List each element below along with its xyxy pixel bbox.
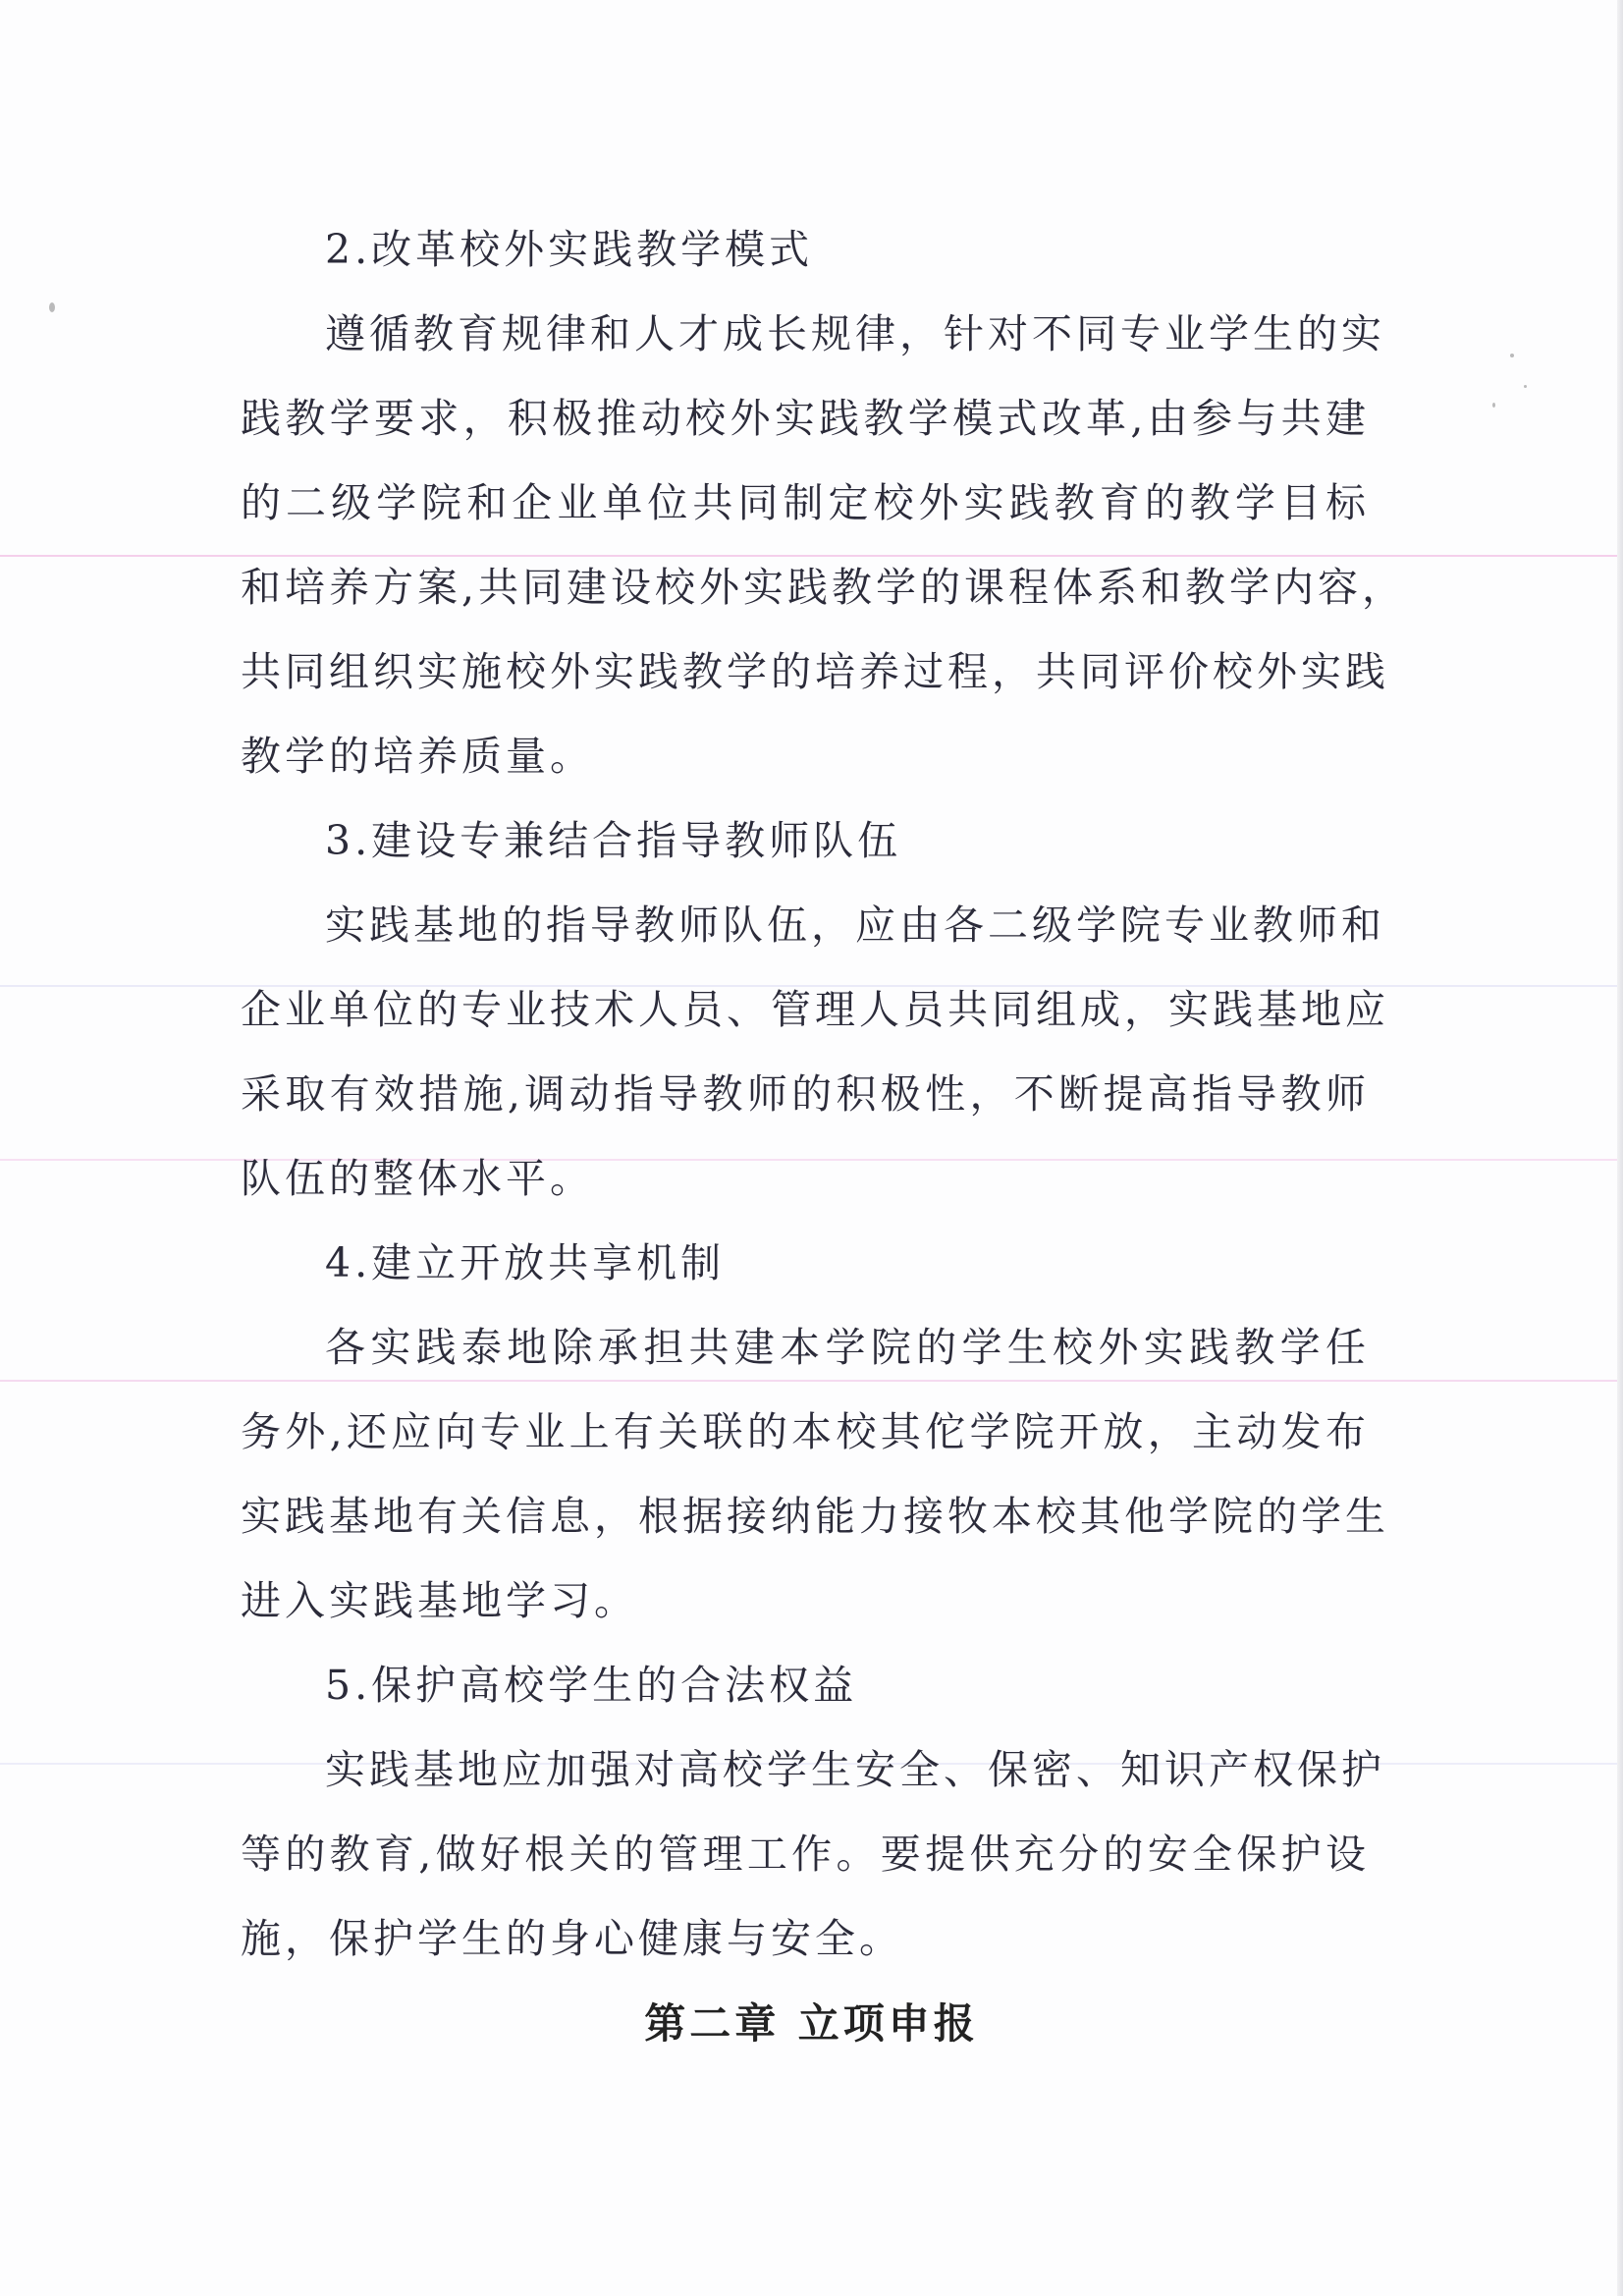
section-heading: 3.建设专兼结合指导教师队伍 [325, 817, 902, 864]
paragraph-line: 和培养方案,共同建设校外实践教学的课程体系和教学内容， [241, 564, 1407, 611]
paragraph-line: 等的教育,做好根关的管理工作。要提供充分的安全保护设 [241, 1831, 1370, 1878]
scan-speck [49, 302, 55, 312]
paragraph-line: 教学的培养质量。 [241, 733, 594, 780]
paragraph-line: 实践基地有关信息，根据接纳能力接牧本校其他学院的学生 [241, 1493, 1389, 1540]
scan-edge [1617, 0, 1623, 2296]
paragraph-line: 践教学要求，积极推动校外实践教学模式改革,由参与共建 [241, 395, 1370, 442]
paragraph-line: 遵循教育规律和人才成长规律，针对不同专业学生的实 [325, 310, 1385, 357]
paragraph-line: 的二级学院和企业单位共同制定校外实践教育的教学目标 [241, 479, 1370, 526]
paragraph-line: 企业单位的专业技术人员、管理人员共同组成，实践基地应 [241, 986, 1389, 1033]
paragraph-line: 队伍的整体水平。 [241, 1155, 594, 1202]
scan-speck [1492, 403, 1495, 408]
chapter-title: 第二章 立项申报 [644, 1999, 979, 2048]
paragraph-line: 各实践泰地除承担共建本学院的学生校外实践教学任 [325, 1324, 1370, 1371]
paragraph-line: 采取有效措施,调动指导教师的积极性，不断提高指导教师 [241, 1070, 1370, 1118]
section-heading: 2.改革校外实践教学模式 [325, 226, 814, 273]
paragraph-line: 共同组织实施校外实践教学的培养过程，共同评价校外实践 [241, 648, 1389, 695]
paragraph-line: 务外,还应向专业上有关联的本校其佗学院开放，主动发布 [241, 1408, 1370, 1455]
paragraph-line: 施，保护学生的身心健康与安全。 [241, 1915, 903, 1962]
scan-speck [1524, 385, 1527, 388]
paragraph-line: 实践基地应加强对高校学生安全、保密、知识产权保护 [325, 1746, 1385, 1793]
section-heading: 5.保护高校学生的合法权益 [325, 1662, 858, 1709]
paragraph-line: 进入实践基地学习。 [241, 1577, 638, 1624]
paragraph-line: 实践基地的指导教师队伍，应由各二级学院专业教师和 [325, 902, 1385, 949]
section-heading: 4.建立开放共享机制 [325, 1239, 726, 1286]
scan-speck [1510, 354, 1514, 357]
